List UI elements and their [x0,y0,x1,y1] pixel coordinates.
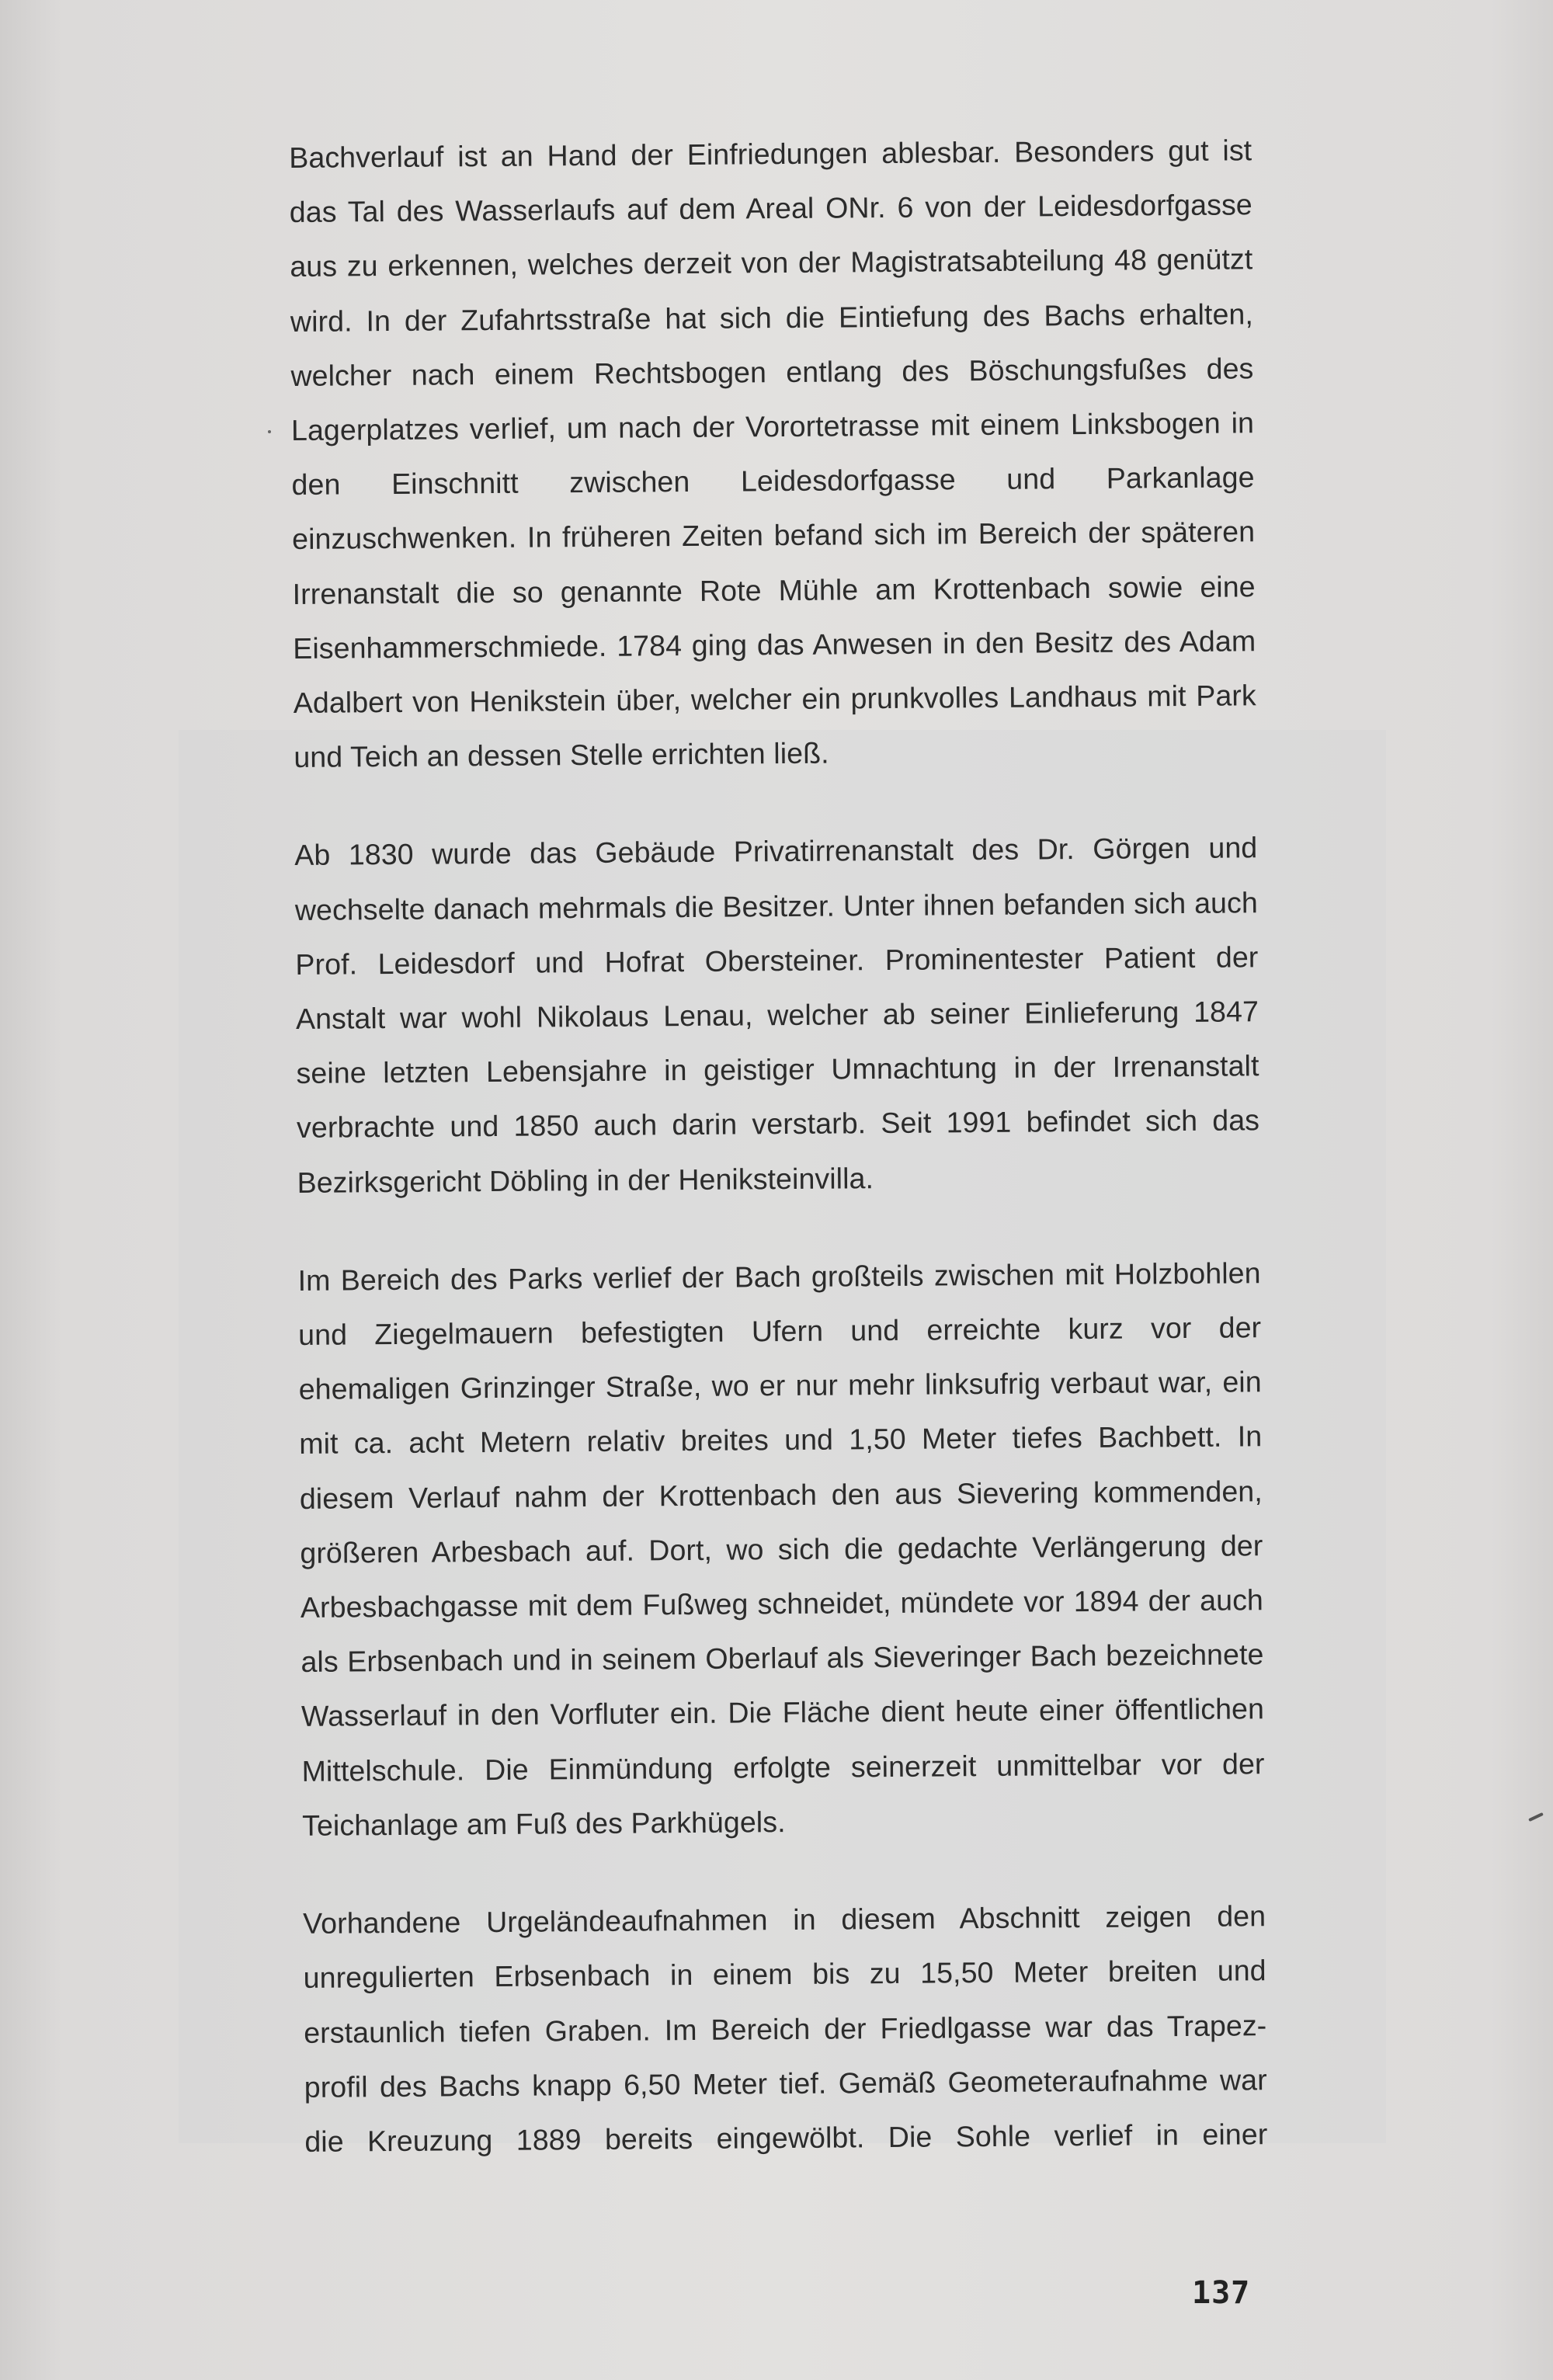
page-number: 137 [1192,2275,1251,2311]
scan-dot [268,430,271,433]
scan-speck [1528,1812,1544,1822]
body-text [289,123,1268,2169]
paragraph-3: Im Bereich des Parks verlief der Bach großteils zwischen mit Holzbohlen und Ziegelmauern befestigten Ufern und erreichte kurz vor der ehemaligen Grinzinger Straße, wo er nur mehr linksufrig verbaut war, ein mit ca. acht Metern relativ breites und 1,50 Meter tiefes Bachbett. In diesem Verlauf nahm der Krottenbach den aus Sievering kommenden, größeren Arbesbach auf. Dort, wo sich die gedachte Verlängerung der Arbesbachgasse mit dem Fußweg schneidet, mündete vor 1894 der auch als Erbsenbach und in seinem Oberlauf als Sieveringer Bach bezeichnete Wasserlauf in den Vorfluter ein. Die Fläche dient heute einer öffentlichen Mittelschule. Die Einmündung erfolgte seinerzeit unmittelbar vor der Teichanlage am Fuß des Parkhügels. [297,1256,1265,1842]
paragraph-2: Ab 1830 wurde das Gebäude Privatirrenanstalt des Dr. Görgen und wechselte danach mehrmals die Besitzer. Unter ihnen befanden sich auch Prof. Leidesdorf und Hofrat Obersteiner. Prominentester Patient der Anstalt war wohl Nikolaus Lenau, welcher ab seiner Einlieferung 1847 seine letzten Lebensjahre in geistiger Umnachtung in der Irrenanstalt verbrachte und 1850 auch darin verstarb. Seit 1991 befindet sich das Bezirksgericht Döbling in der Heniksteinvilla. [294,831,1260,1199]
paragraph-1: Bachverlauf ist an Hand der Einfriedungen ablesbar. Besonders gut ist das Tal des Wasserlaufs auf dem Areal ONr. 6 von der Leidesdorfgasse aus zu erkennen, welches derzeit von der Magistratsabteilung 48 genützt wird. In der Zufahrtsstraße hat sich die Eintiefung des Bachs erhalten, welcher nach einem Rechtsbogen entlang des Böschungsfußes des Lagerplatzes verlief, um nach der Vorortetrasse mit einem Linksbogen in den Einschnitt zwischen Leidesdorfgasse und Parkanlage einzuschwenken. In früheren Zeiten befand sich im Bereich der späteren Irrenanstalt die so genannte Rote Mühle am Krottenbach sowie eine Eisenhammerschmiede. 1784 ging das Anwesen in den Besitz des Adam Adalbert von Henikstein über, welcher ein prunkvolles Landhaus mit Park und Teich an dessen Stelle errichten ließ. [289,134,1256,774]
paragraph-4: Vorhandene Urgeländeaufnahmen in diesem Abschnitt zeigen den unregulierten Erbsenbach in einem bis zu 15,50 Meter breiten und erstaunlich tiefen Graben. Im Bereich der Friedlgasse war das Trapezprofil des Bachs knapp 6,50 Meter tief. Gemäß Geometeraufnahme war die Kreuzung 1889 bereits eingewölbt. Die Sohle verlief in einer [302,1899,1268,2158]
